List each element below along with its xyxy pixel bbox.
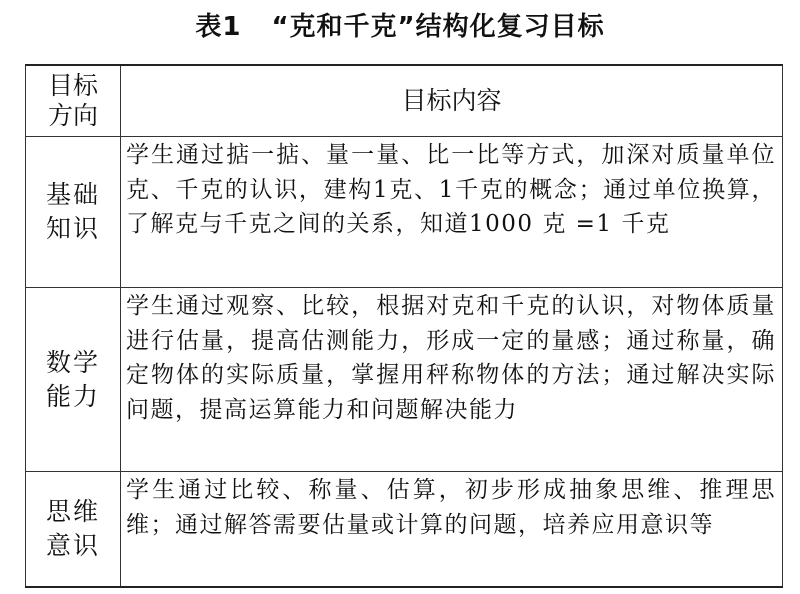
header-row [26, 65, 783, 137]
direction-line1: 基础 [45, 180, 100, 209]
row-content-basic-knowledge: 学生通过掂一掂、量一量、比一比等方式，加深对质量单位克、千克的认识，建构1克、1千克的概念；通过单位换算，了解克与千克之间的关系，知道1000 克 =1 千克 [121, 137, 783, 288]
table-row [26, 137, 783, 288]
row-content-math-ability: 学生通过观察、比较，根据对克和千克的认识，对物体质量进行估量，提高估测能力，形成一定的量感；通过称量，确定物体的实际质量，掌握用秤称物体的方法；通过解决实际问题，提高运算能力和问题解决能力 [121, 288, 783, 472]
table-title: “克和千克”结构化复习目标 [271, 12, 605, 42]
row-direction-basic-knowledge [26, 137, 121, 288]
table-caption [0, 10, 800, 44]
table-number: 表1 [195, 12, 242, 42]
row-content-thinking-awareness: 学生通过比较、称量、估算，初步形成抽象思维、推理思维；通过解答需要估量或计算的问题，培养应用意识等 [121, 472, 783, 588]
review-goals-table [25, 64, 783, 588]
header-goal-direction-line1: 目标 [47, 71, 98, 100]
header-goal-content: 目标内容 [121, 65, 783, 137]
table-row [26, 288, 783, 472]
row-direction-math-ability [26, 288, 121, 472]
table-row [26, 472, 783, 588]
direction-line1: 数学 [45, 347, 100, 377]
direction-line2: 知识 [45, 214, 100, 243]
row-direction-thinking-awareness [26, 472, 121, 588]
direction-line2: 意识 [45, 531, 100, 560]
header-goal-direction [26, 65, 121, 137]
direction-line1: 思维 [45, 497, 100, 526]
direction-line2: 能力 [45, 381, 100, 411]
header-goal-direction-line2: 方向 [47, 101, 98, 130]
